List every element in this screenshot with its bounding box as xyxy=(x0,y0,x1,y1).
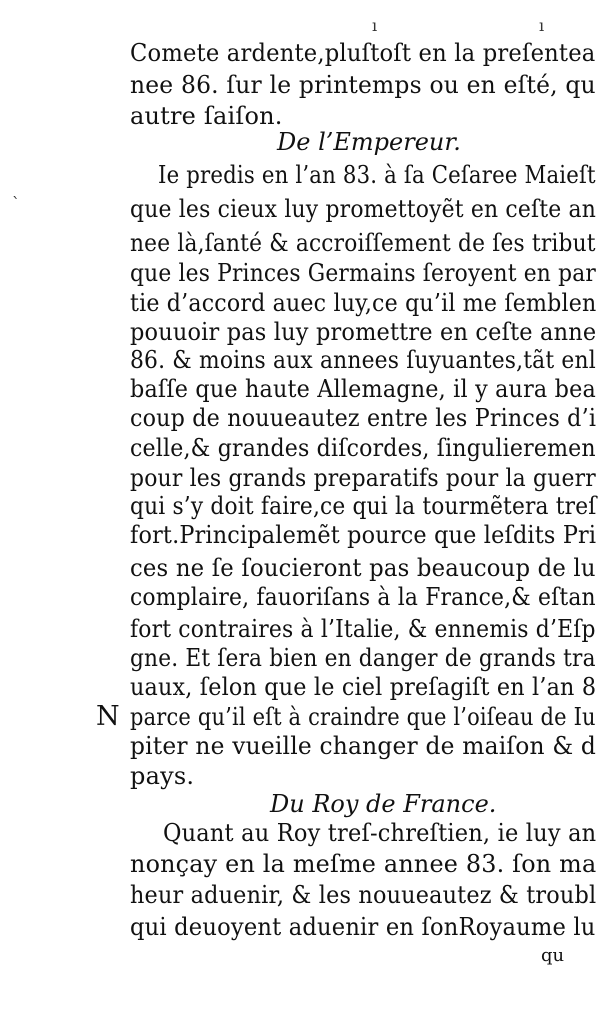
text-line-11: baſſe que haute Allemagne, il y aura bea xyxy=(130,375,596,403)
text-line-27: heur aduenir, & les nouueautez & troubl xyxy=(130,881,597,909)
text-line-5: que les cieux luy promettoyẽt en ceſte an xyxy=(130,195,597,223)
text-line-20: gne. Et ſera bien en danger de grands tra xyxy=(130,644,596,672)
text-line-21: uaux, ſelon que le ciel preſagiſt en l’an 8 xyxy=(130,673,597,701)
text-line-14: pour les grands preparatifs pour la guerr xyxy=(130,464,596,492)
text-line-1: Comete ardente,pluſtoſt en la preſentea xyxy=(130,39,596,67)
text-line-12: coup de nouueautez entre les Princes d’i xyxy=(130,404,597,432)
text-line-28: qui deuoyent aduenir en ſonRoyaume lu xyxy=(130,913,596,941)
text-line-19: fort contraires à l’Italie, & ennemis d’Eſp xyxy=(130,615,596,643)
top-right-mark: ı xyxy=(539,16,545,35)
text-line-4: Ie predis en l’an 83. à ſa Ceſaree Maieſt xyxy=(158,161,596,189)
left-margin-mark: ˋ xyxy=(12,194,20,213)
king-heading: Du Roy de France. xyxy=(270,790,497,818)
text-line-26: nonçay en la meſme annee 83. ſon ma xyxy=(130,850,597,878)
text-line-2: nee 86. ſur le printemps ou en eſté, qu xyxy=(130,71,596,99)
marginal-letter-n: N xyxy=(96,701,120,732)
text-line-9: pouuoir pas luy promettre en ceſte anne xyxy=(130,318,597,346)
text-line-15: qui s’y doit faire,ce qui la tourmẽtera treſ xyxy=(130,492,597,520)
text-line-22: parce qu’il eſt à craindre que l’oiſeau de Iu xyxy=(130,703,596,731)
text-line-13: celle,& grandes diſcordes, ſingulieremen xyxy=(130,434,596,462)
catchword: qu xyxy=(541,945,565,966)
text-line-10: 86. & moins aux annees ſuyuantes,tãt enl xyxy=(130,346,596,374)
text-line-17: ces ne ſe ſoucieront pas beaucoup de lu xyxy=(130,554,596,582)
text-line-7: que les Princes Germains ſeroyent en par xyxy=(130,259,596,287)
text-line-3: autre ſaiſon. xyxy=(130,102,283,130)
top-left-mark: ı xyxy=(372,16,378,35)
text-line-6: nee là,ſanté & accroiſſement de ſes tribut xyxy=(130,229,596,257)
text-line-23: piter ne vueille changer de maiſon & d xyxy=(130,732,597,760)
emperor-heading: De l’Empereur. xyxy=(277,128,461,156)
text-line-24: pays. xyxy=(130,762,195,790)
text-line-18: complaire, fauoriſans à la France,& eſtan xyxy=(130,583,596,611)
text-line-25: Quant au Roy treſ-chreſtien, ie luy an xyxy=(163,819,597,847)
text-line-16: fort.Principalemẽt pource que leſdits Pri xyxy=(130,521,597,549)
text-line-8: tie d’accord auec luy,ce qu’il me ſemblen xyxy=(130,289,597,317)
